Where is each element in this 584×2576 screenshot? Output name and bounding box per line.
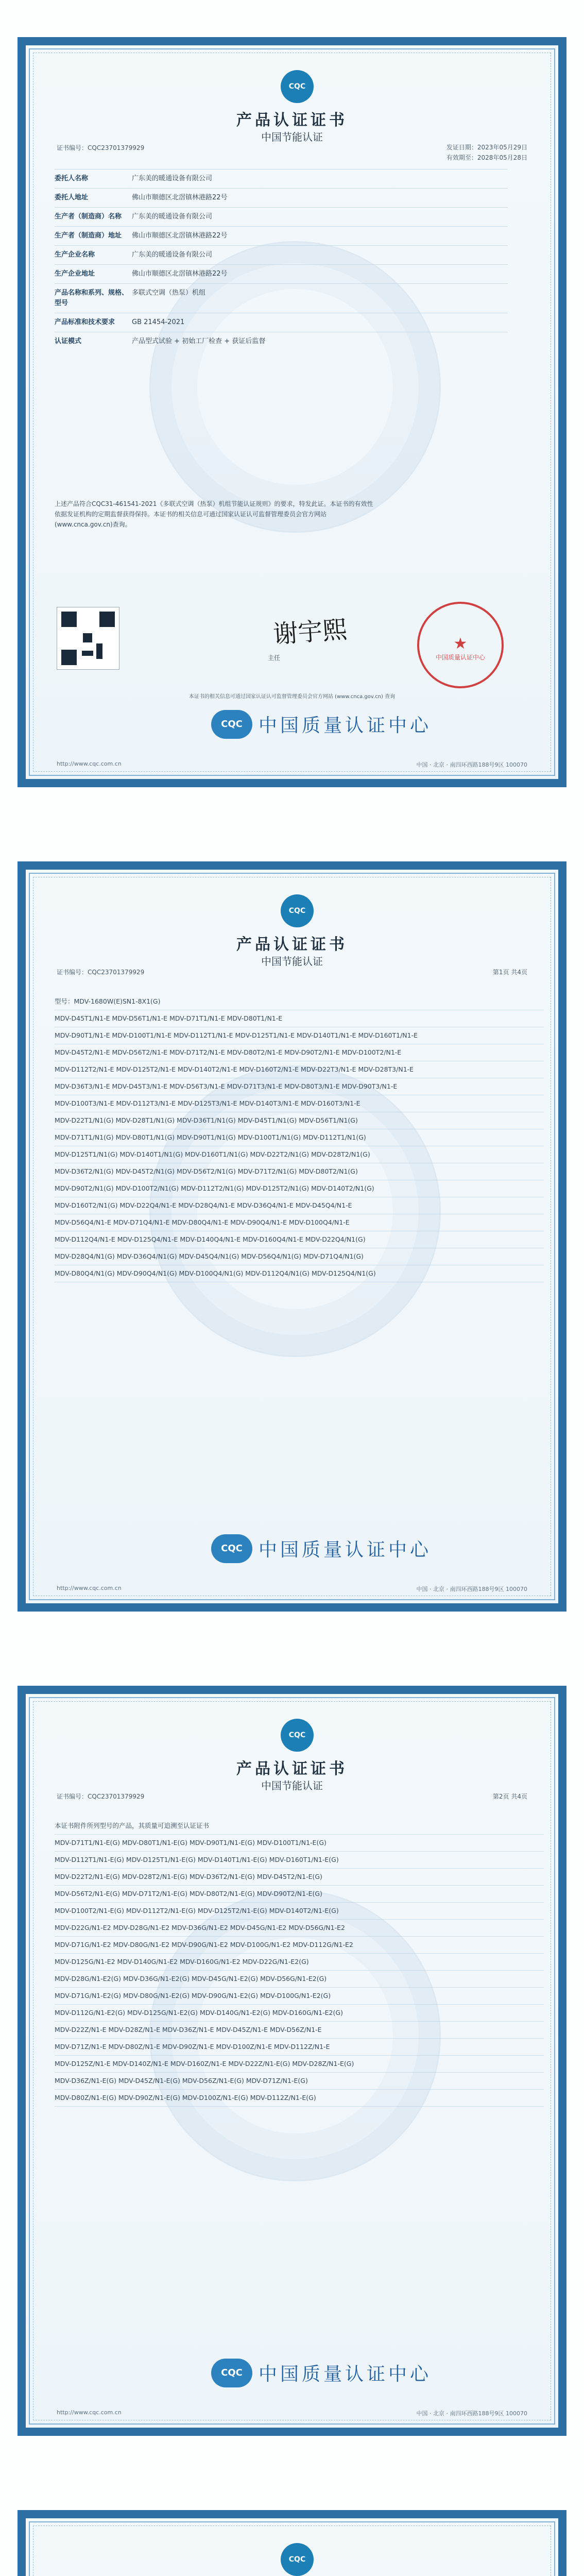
model-line: MDV-D71Z/N1-E MDV-D80Z/N1-E MDV-D90Z/N1-E MDV-D100Z/N1-E MDV-D112Z/N1-E — [55, 2039, 544, 2056]
certificate-frame — [18, 1686, 566, 2436]
model-line: MDV-D112T1/N1-E(G) MDV-D125T1/N1-E(G) MDV-D140T1/N1-E(G) MDV-D160T1/N1-E(G) — [55, 1852, 544, 1869]
certificate-page-1 — [0, 0, 584, 824]
model-line: MDV-D71T1/N1(G) MDV-D80T1/N1(G) MDV-D90T1/N1(G) MDV-D100T1/N1(G) MDV-D112T1/N1(G) — [55, 1129, 544, 1146]
certificate-note: 本证书的相关信息可通过国家认证认可监督管理委员会官方网站 (www.cnca.gov.cn) 查询 — [188, 694, 396, 700]
model-line: MDV-D80Q4/N1(G) MDV-D90Q4/N1(G) MDV-D100Q4/N1(G) MDV-D112Q4/N1(G) MDV-D125Q4/N1(G) — [55, 1265, 544, 1282]
field-value: 佛山市顺德区北滘镇林港路22号 — [132, 194, 228, 201]
watermark — [149, 1065, 441, 1357]
org-address: 中国 · 北京 · 南四环西路188号9区 100070 — [416, 1586, 527, 1592]
cqc-logo: CQC — [211, 710, 252, 739]
certificate-page-3 — [0, 1649, 584, 2473]
model-list — [55, 993, 544, 1282]
org-name: 中国质量认证中心 — [259, 2364, 432, 2385]
model-line: MDV-D90T2/N1(G) MDV-D100T2/N1(G) MDV-D112T2/N1(G) MDV-D125T2/N1(G) MDV-D140T2/N1(G) — [55, 1180, 544, 1197]
official-seal: ★ 中国质量认证中心 — [417, 602, 504, 688]
certificate-number: 证书编号：CQC23701379929 — [57, 144, 145, 151]
watermark — [149, 1890, 441, 2181]
model-line: MDV-D56Q4/N1-E MDV-D71Q4/N1-E MDV-D80Q4/N1-E MDV-D90Q4/N1-E MDV-D100Q4/N1-E — [55, 1214, 544, 1231]
certificate-subtitle: 中国节能认证 — [261, 131, 323, 143]
certificate-dates: 发证日期：2023年05月29日 有效期至：2028年05月28日 — [446, 144, 527, 161]
field-label: 委托人名称 — [55, 175, 89, 182]
cqc-logo: CQC — [211, 2359, 252, 2387]
model-line: MDV-D125Z/N1-E MDV-D140Z/N1-E MDV-D160Z/N1-E MDV-D22Z/N1-E(G) MDV-D28Z/N1-E(G) — [55, 2056, 544, 2073]
signature: 谢宇熙 — [272, 615, 349, 649]
field-value: 广东美的暖通设备有限公司 — [132, 251, 213, 259]
field-row — [55, 188, 508, 207]
model-line: MDV-D100T3/N1-E MDV-D112T3/N1-E MDV-D125T3/N1-E MDV-D140T3/N1-E MDV-D160T3/N1-E — [55, 1095, 544, 1112]
field-row — [55, 332, 508, 351]
certificate-page-4 — [0, 2473, 584, 2576]
model-line: MDV-D45T2/N1-E MDV-D56T2/N1-E MDV-D71T2/N1-E MDV-D80T2/N1-E MDV-D90T2/N1-E MDV-D100T2/N1-E — [55, 1044, 544, 1061]
org-address: 中国 · 北京 · 南四环西路188号9区 100070 — [416, 2410, 527, 2417]
field-value: 佛山市顺德区北滘镇林港路22号 — [132, 270, 228, 278]
model-list — [55, 1818, 544, 2107]
certificate-title: 产品认证证书 — [236, 936, 348, 954]
certificate-frame — [18, 861, 566, 1612]
certificate-frame — [18, 37, 566, 787]
field-value: 佛山市顺德区北滘镇林港路22号 — [132, 232, 228, 240]
field-label: 委托人地址 — [55, 194, 89, 201]
model-line: MDV-D45T1/N1-E MDV-D56T1/N1-E MDV-D71T1/N1-E MDV-D80T1/N1-E — [55, 1010, 544, 1027]
energy-saving-logo: CQC — [281, 2543, 314, 2576]
field-label: 认证模式 — [55, 337, 82, 345]
model-line: MDV-D112Q4/N1-E MDV-D125Q4/N1-E MDV-D140Q4/N1-E MDV-D160Q4/N1-E MDV-D22Q4/N1(G) — [55, 1231, 544, 1248]
model-line: MDV-D28Q4/N1(G) MDV-D36Q4/N1(G) MDV-D45Q4/N1(G) MDV-D56Q4/N1(G) MDV-D71Q4/N1(G) — [55, 1248, 544, 1265]
certificate-frame — [18, 2510, 566, 2576]
model-line: MDV-D36T3/N1-E MDV-D45T3/N1-E MDV-D56T3/N1-E MDV-D71T3/N1-E MDV-D80T3/N1-E MDV-D90T3/N1-E — [55, 1078, 544, 1095]
field-value: 多联式空调（热泵）机组 — [132, 289, 206, 297]
field-value: GB 21454-2021 — [132, 318, 185, 326]
energy-saving-logo: CQC — [281, 894, 314, 927]
model-line: MDV-D36Z/N1-E(G) MDV-D45Z/N1-E(G) MDV-D56Z/N1-E(G) MDV-D71Z/N1-E(G) — [55, 2073, 544, 2090]
field-row — [55, 313, 508, 332]
model-line: MDV-D71G/N1-E2 MDV-D80G/N1-E2 MDV-D90G/N1-E2 MDV-D100G/N1-E2 MDV-D112G/N1-E2 — [55, 1937, 544, 1954]
page-number: 第2页 共4页 — [492, 1793, 527, 1800]
model-line: MDV-D125G/N1-E2 MDV-D140G/N1-E2 MDV-D160G/N1-E2 MDV-D22G/N1-E2(G) — [55, 1954, 544, 1971]
field-label: 产品标准和技术要求 — [55, 318, 115, 326]
field-label: 生产企业地址 — [55, 270, 95, 278]
model-line: MDV-D71G/N1-E2(G) MDV-D80G/N1-E2(G) MDV-D90G/N1-E2(G) MDV-D100G/N1-E2(G) — [55, 1988, 544, 2005]
model-line: MDV-D160T2/N1(G) MDV-D22Q4/N1-E MDV-D28Q4/N1-E MDV-D36Q4/N1-E MDV-D45Q4/N1-E — [55, 1197, 544, 1214]
field-value: 广东美的暖通设备有限公司 — [132, 175, 213, 182]
field-row — [55, 226, 508, 245]
field-label: 生产企业名称 — [55, 251, 95, 259]
field-row — [55, 283, 508, 313]
model-line: MDV-D71T1/N1-E(G) MDV-D80T1/N1-E(G) MDV-D90T1/N1-E(G) MDV-D100T1/N1-E(G) — [55, 1835, 544, 1852]
org-url: http://www.cqc.com.cn — [57, 1585, 122, 1591]
model-line: MDV-D56T2/N1-E(G) MDV-D71T2/N1-E(G) MDV-D80T2/N1-E(G) MDV-D90T2/N1-E(G) — [55, 1886, 544, 1903]
certificate-number: 证书编号：CQC23701379929 — [57, 1793, 145, 1800]
model-line: MDV-D125T1/N1(G) MDV-D140T1/N1(G) MDV-D160T1/N1(G) MDV-D22T2/N1(G) MDV-D28T2/N1(G) — [55, 1146, 544, 1163]
model-line: MDV-D28G/N1-E2(G) MDV-D36G/N1-E2(G) MDV-D45G/N1-E2(G) MDV-D56G/N1-E2(G) — [55, 1971, 544, 1988]
certificate-intro: 上述产品符合CQC31-461541-2021《多联式空调（热泵）机组节能认证规则》的要求，特发此证。本证书的有效性依据发证机构的定期监督获得保持。本证书的相关信息可通过国家认证认可监督管理委员会官方网站(www.cnca.gov.cn)查询。 — [55, 500, 373, 528]
model-line: MDV-D22Z/N1-E MDV-D28Z/N1-E MDV-D36Z/N1-E MDV-D45Z/N1-E MDV-D56Z/N1-E — [55, 2022, 544, 2039]
certificate-number: 证书编号：CQC23701379929 — [57, 969, 145, 976]
cqc-logo: CQC — [211, 1534, 252, 1563]
model-line: 本证书附件所列型号的产品，其质量可追溯至认证证书 — [55, 1818, 544, 1835]
field-label: 产品名称和系列、规格、型号 — [55, 289, 129, 307]
field-row — [55, 207, 508, 226]
field-label: 生产者（制造商）名称 — [55, 213, 122, 221]
org-name: 中国质量认证中心 — [259, 1539, 432, 1561]
model-line: MDV-D36T2/N1(G) MDV-D45T2/N1(G) MDV-D56T2/N1(G) MDV-D71T2/N1(G) MDV-D80T2/N1(G) — [55, 1163, 544, 1180]
org-name: 中国质量认证中心 — [259, 715, 432, 736]
certificate-subtitle: 中国节能认证 — [261, 1780, 323, 1792]
field-row — [55, 169, 508, 188]
model-line: MDV-D22T1/N1(G) MDV-D28T1/N1(G) MDV-D36T1/N1(G) MDV-D45T1/N1(G) MDV-D56T1/N1(G) — [55, 1112, 544, 1129]
energy-saving-logo: CQC — [281, 70, 314, 103]
field-label: 生产者（制造商）地址 — [55, 232, 122, 240]
certificate-subtitle: 中国节能认证 — [261, 955, 323, 968]
org-url: http://www.cqc.com.cn — [57, 2409, 122, 2416]
field-value: 广东美的暖通设备有限公司 — [132, 213, 213, 221]
certificate-title: 产品认证证书 — [236, 1760, 348, 1778]
field-row — [55, 264, 508, 283]
model-line: MDV-D22G/N1-E2 MDV-D28G/N1-E2 MDV-D36G/N1-E2 MDV-D45G/N1-E2 MDV-D56G/N1-E2 — [55, 1920, 544, 1937]
certificate-title: 产品认证证书 — [236, 111, 348, 129]
qr-code — [57, 607, 119, 670]
energy-saving-logo: CQC — [281, 1719, 314, 1752]
model-line: MDV-D112T2/N1-E MDV-D125T2/N1-E MDV-D140T2/N1-E MDV-D160T2/N1-E MDV-D22T3/N1-E MDV-D28T3/N1-E — [55, 1061, 544, 1078]
model-line: 型号：MDV-1680W(E)SN1-8X1(G) — [55, 993, 544, 1010]
certificate-page-2 — [0, 824, 584, 1649]
signature-label: 主任 — [268, 654, 281, 662]
model-line: MDV-D80Z/N1-E(G) MDV-D90Z/N1-E(G) MDV-D100Z/N1-E(G) MDV-D112Z/N1-E(G) — [55, 2090, 544, 2107]
page-number: 第1页 共4页 — [492, 969, 527, 976]
model-line: MDV-D22T2/N1-E(G) MDV-D28T2/N1-E(G) MDV-D36T2/N1-E(G) MDV-D45T2/N1-E(G) — [55, 1869, 544, 1886]
model-line: MDV-D112G/N1-E2(G) MDV-D125G/N1-E2(G) MDV-D140G/N1-E2(G) MDV-D160G/N1-E2(G) — [55, 2005, 544, 2022]
certificate-fields — [55, 169, 508, 351]
org-address: 中国 · 北京 · 南四环西路188号9区 100070 — [416, 761, 527, 768]
watermark — [149, 241, 441, 533]
field-row — [55, 245, 508, 264]
field-value: 产品型式试验 + 初始工厂检查 + 获证后监督 — [132, 337, 266, 345]
model-line: MDV-D100T2/N1-E(G) MDV-D112T2/N1-E(G) MDV-D125T2/N1-E(G) MDV-D140T2/N1-E(G) — [55, 1903, 544, 1920]
model-line: MDV-D90T1/N1-E MDV-D100T1/N1-E MDV-D112T1/N1-E MDV-D125T1/N1-E MDV-D140T1/N1-E MDV-D160T1/N1-E — [55, 1027, 544, 1044]
org-url: http://www.cqc.com.cn — [57, 760, 122, 767]
